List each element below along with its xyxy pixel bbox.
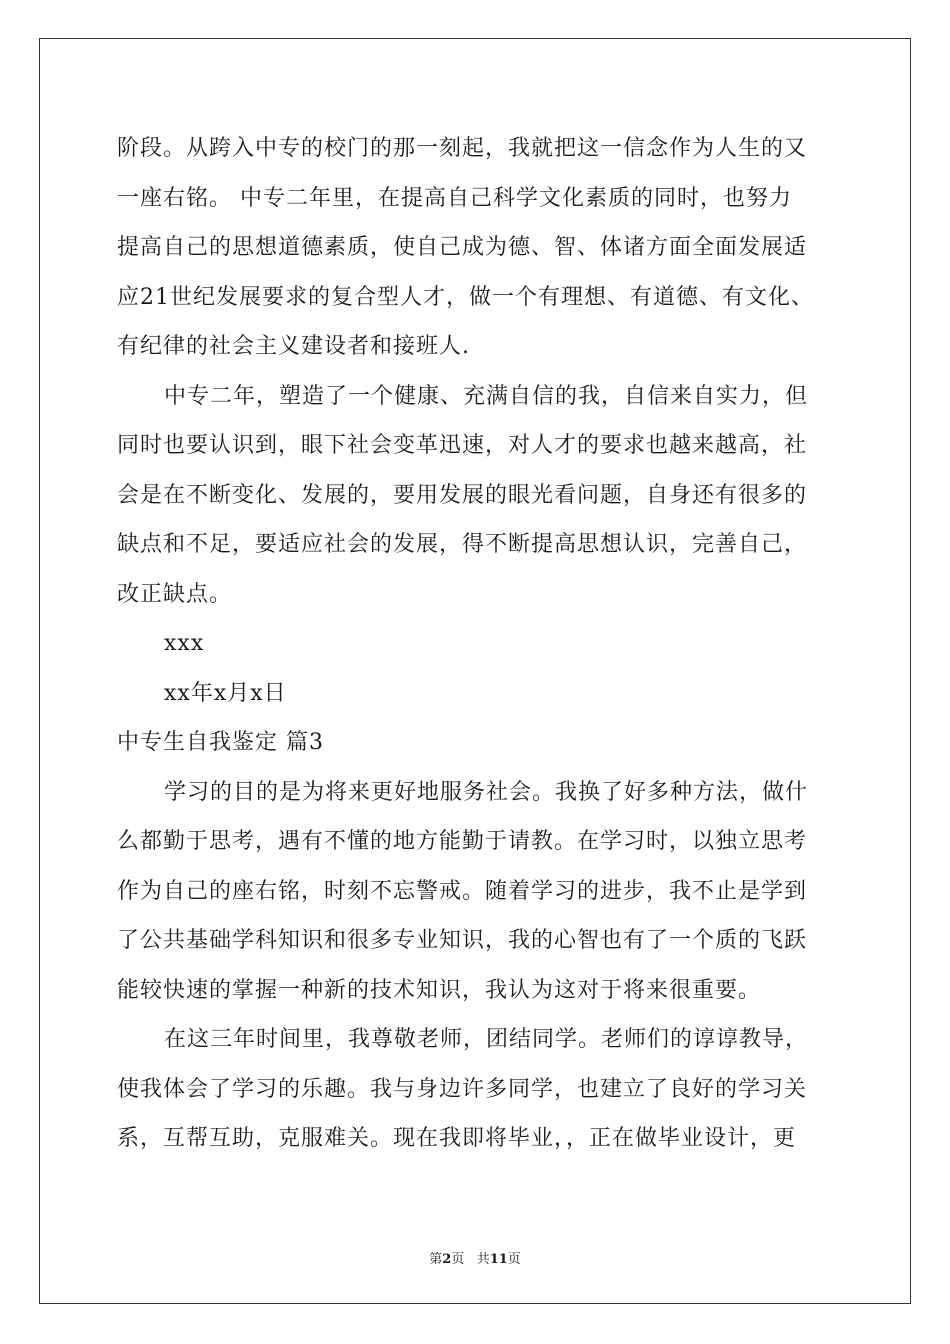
page-footer (0, 1248, 950, 1267)
text-line: 中专二年，塑造了一个健康、充满自信的我，自信来自实力，但 (164, 383, 809, 409)
text-line: 阶段。从跨入中专的校门的那一刻起，我就把这一信念作为人生的又 (117, 136, 808, 161)
text-line: 在这三年时间里，我尊敬老师，团结同学。老师们的谆谆教导， (164, 1027, 809, 1052)
text-line: 提高自己的思想道德素质，使自己成为德、智、体诸方面全面发展适 (117, 235, 808, 260)
text-line: 学习的目的是为将来更好地服务社会。我换了好多种方法，做什 (164, 779, 809, 805)
text-line: 有纪律的社会主义建设者和接班人. (117, 334, 470, 359)
text-line: xxx (164, 631, 205, 656)
total-prefix: 共 (476, 1252, 490, 1267)
document-body (117, 124, 857, 1164)
page-prefix: 第 (429, 1252, 443, 1267)
text-line: 同时也要认识到，眼下社会变革迅速，对人才的要求也越来越高，社 (117, 433, 808, 458)
page-suffix: 页 (451, 1252, 465, 1267)
text-line: 了公共基础学科知识和很多专业知识，我的心智也有了一个质的飞跃 (117, 928, 808, 953)
page-number: 2 (442, 1252, 452, 1267)
text-line: 缺点和不足，要适应社会的发展，得不断提高思想认识，完善自己， (117, 532, 808, 557)
text-line: 使我体会了学习的乐趣。我与身边许多同学，也建立了良好的学习关 (117, 1076, 808, 1102)
text-line: 一座右铭。 中专二年里，在提高自己科学文化素质的同时，也努力 (117, 185, 792, 211)
total-pages: 11 (489, 1252, 508, 1267)
text-line: 作为自己的座右铭，时刻不忘警戒。随着学习的进步，我不止是学到 (117, 878, 808, 904)
text-line: 应21世纪发展要求的复合型人才，做一个有理想、有道德、有文化、 (117, 284, 814, 310)
text-line: 能较快速的掌握一种新的技术知识，我认为这对于将来很重要。 (117, 977, 762, 1003)
text-line: 中专生自我鉴定 篇3 (117, 730, 324, 755)
total-suffix: 页 (507, 1252, 521, 1267)
text-line: 系，互帮互助，克服难关。现在我即将毕业，，正在做毕业设计，更 (117, 1126, 797, 1151)
text-line: 么都勤于思考，遇有不懂的地方能勤于请教。在学习时，以独立思考 (117, 829, 808, 854)
text-line: xx年x月x日 (164, 680, 287, 706)
text-line: 改正缺点。 (117, 581, 233, 607)
text-line: 会是在不断变化、发展的，要用发展的眼光看问题，自身还有很多的 (117, 482, 808, 508)
